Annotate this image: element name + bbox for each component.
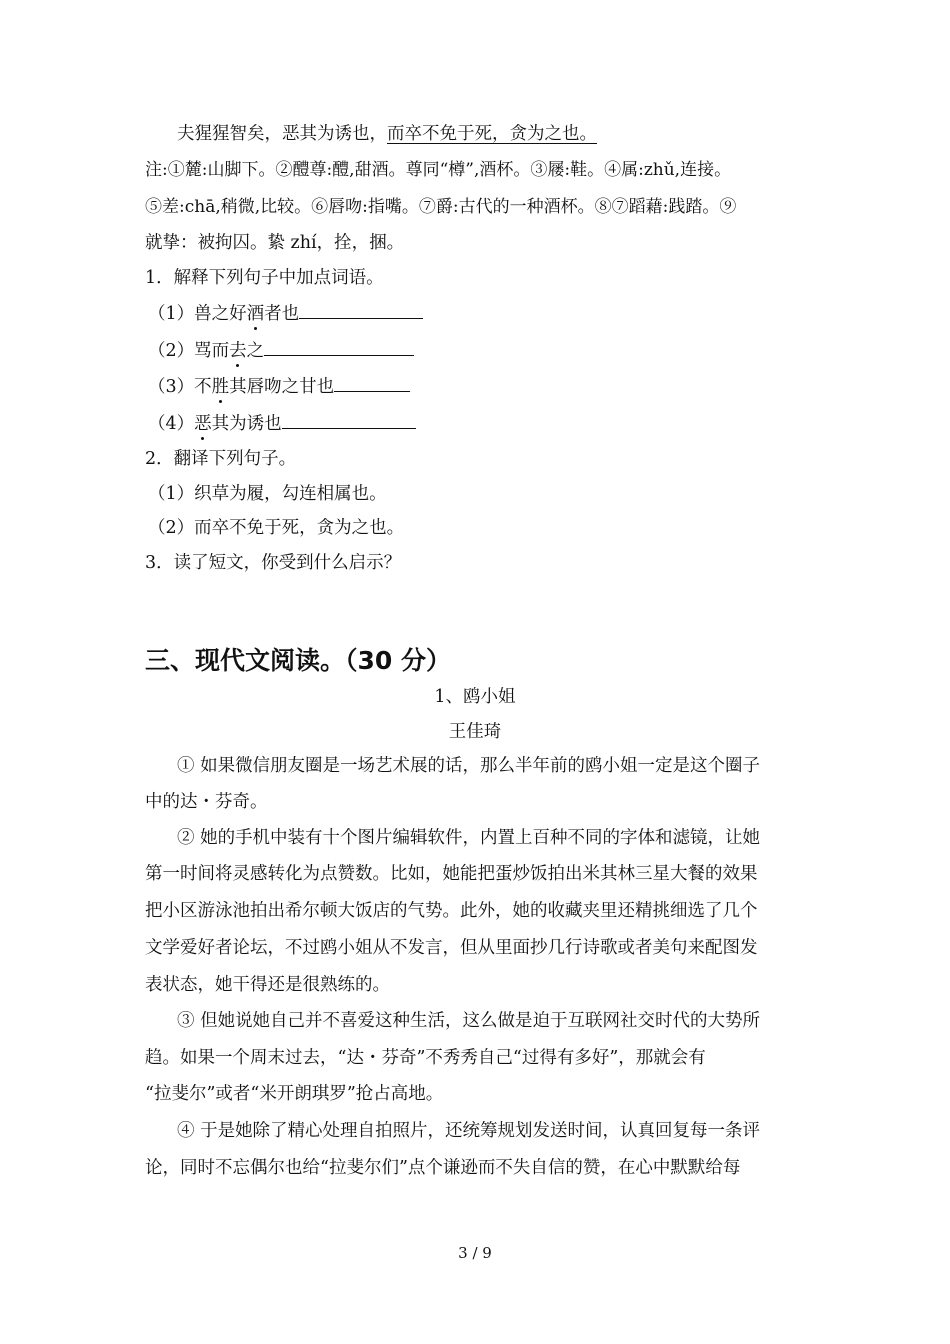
q2-item-2: （2）而卒不免于死，贪为之也。 — [148, 518, 405, 538]
article-line-1: ① 如果微信朋友圈是一场艺术展的话，那么半年前的鸥小姐一定是这个圈子 — [177, 756, 761, 776]
answer-blank[interactable] — [334, 373, 410, 392]
page-number: 3 / 9 — [458, 1244, 492, 1262]
q1-item-4 — [148, 410, 416, 436]
q1-item-suffix: 其唇吻之甘也 — [229, 377, 335, 397]
q1-item-prefix: （2）骂而 — [148, 341, 230, 361]
answer-blank[interactable] — [299, 300, 423, 319]
article-line-9: 趋。如果一个周末过去，“达・芬奇”不秀秀自己“过得有多好”，那就会有 — [145, 1048, 706, 1068]
question-1-title: 1．解释下列句子中加点词语。 — [145, 268, 384, 288]
article-line-12: 论，同时不忘偶尔也给“拉斐尔们”点个谦逊而不失自信的赞，在心中默默给每 — [145, 1158, 741, 1178]
q1-item-suffix: 者也 — [264, 304, 300, 324]
article-line-3: ② 她的手机中装有十个图片编辑软件，内置上百种不同的字体和滤镜，让她 — [177, 828, 761, 848]
article-line-7: 表状态，她干得还是很熟练的。 — [145, 975, 390, 995]
classical-last-line — [177, 122, 597, 146]
classical-last-line-plain: 夫猩猩智矣，恶其为诱也， — [177, 124, 387, 144]
notes-line-1: 注:①麓:山脚下。②醴尊:醴,甜酒。尊同“樽”,酒杯。③屦:鞋。④属:zhǔ,连接。 — [145, 160, 732, 180]
answer-blank[interactable] — [282, 410, 416, 429]
q1-item-suffix: 其为诱也 — [211, 414, 282, 434]
article-line-5: 把小区游泳池拍出希尔顿大饭店的气势。此外，她的收藏夹里还精挑细选了几个 — [145, 901, 758, 921]
q1-item-prefix: （3）不 — [148, 377, 212, 397]
dotted-word: 胜 — [211, 377, 230, 397]
dotted-word: 恶 — [194, 414, 212, 434]
notes-line-3: 就挚：被拘囚。絷 zhí，拴，捆。 — [145, 233, 405, 253]
classical-last-line-underlined: 而卒不免于死，贪为之也。 — [387, 124, 597, 144]
dotted-word: 去 — [229, 341, 247, 361]
q1-item-2 — [148, 337, 414, 363]
q2-item-1: （1）织草为履，勾连相属也。 — [148, 484, 387, 504]
q1-item-1 — [148, 300, 423, 326]
article-line-8: ③ 但她说她自己并不喜爱这种生活，这么做是迫于互联网社交时代的大势所 — [177, 1011, 761, 1031]
answer-blank[interactable] — [264, 337, 414, 356]
article-title: 1、鸥小姐 — [434, 687, 516, 707]
q1-item-3 — [148, 373, 410, 399]
notes-line-2: ⑤差:chā,稍微,比较。⑥唇吻:指嘴。⑦爵:古代的一种酒杯。⑧⑦蹈藉:践踏。⑨ — [145, 197, 737, 217]
article-line-11: ④ 于是她除了精心处理自拍照片，还统筹规划发送时间，认真回复每一条评 — [177, 1121, 761, 1141]
question-3-title: 3．读了短文，你受到什么启示？ — [145, 553, 402, 573]
dotted-word: 酒 — [246, 304, 265, 324]
q1-item-suffix: 之 — [246, 341, 265, 361]
article-line-2: 中的达・芬奇。 — [145, 792, 268, 812]
article-author: 王佳琦 — [448, 722, 502, 742]
q1-item-prefix: （1）兽之好 — [148, 304, 247, 324]
q1-item-prefix: （4） — [148, 414, 195, 434]
article-line-10: “拉斐尔”或者“米开朗琪罗”抢占高地。 — [145, 1084, 444, 1104]
question-2-title: 2．翻译下列句子。 — [145, 449, 297, 469]
section-heading: 三、现代文阅读。（30 分） — [145, 646, 451, 675]
article-line-4: 第一时间将灵感转化为点赞数。比如，她能把蛋炒饭拍出米其林三星大餐的效果 — [145, 864, 758, 884]
article-line-6: 文学爱好者论坛，不过鸥小姐从不发言，但从里面抄几行诗歌或者美句来配图发 — [145, 938, 758, 958]
